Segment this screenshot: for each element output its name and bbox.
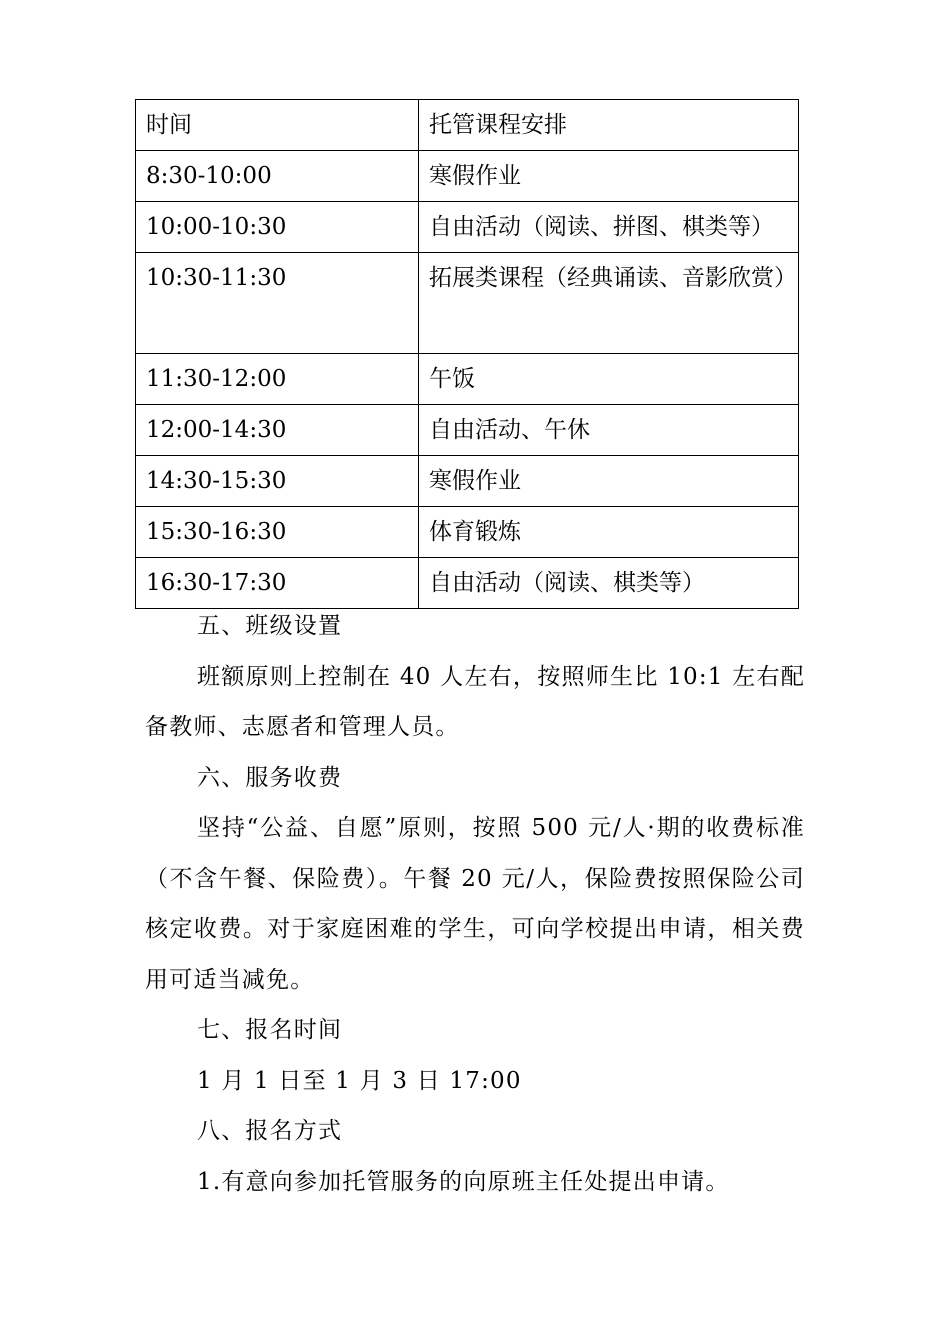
table-row bbox=[136, 405, 799, 456]
class-setting-paragraph: 班额原则上控制在 40 人左右，按照师生比 10:1 左右配备教师、志愿者和管理人员。 bbox=[145, 663, 805, 740]
table-row bbox=[136, 354, 799, 405]
table-row bbox=[136, 253, 799, 354]
row-time: 16:30-17:30 bbox=[136, 558, 419, 609]
row-time: 12:00-14:30 bbox=[136, 405, 419, 456]
table-row bbox=[136, 202, 799, 253]
class-setting-heading: 五、班级设置 bbox=[197, 613, 343, 639]
row-course: 拓展类课程（经典诵读、音影欣赏） bbox=[419, 253, 799, 354]
signup-method-heading: 八、报名方式 bbox=[197, 1118, 343, 1144]
row-course: 寒假作业 bbox=[419, 456, 799, 507]
row-time: 15:30-16:30 bbox=[136, 507, 419, 558]
table-row bbox=[136, 151, 799, 202]
row-course: 自由活动、午休 bbox=[419, 405, 799, 456]
signup-method-item: 1.有意向参加托管服务的向原班主任处提出申请。 bbox=[197, 1168, 730, 1195]
signup-time-paragraph: 1 月 1 日至 1 月 3 日 17:00 bbox=[197, 1067, 522, 1094]
row-course: 自由活动（阅读、拼图、棋类等） bbox=[419, 202, 799, 253]
header-course: 托管课程安排 bbox=[419, 100, 799, 151]
table-row bbox=[136, 507, 799, 558]
row-time: 10:00-10:30 bbox=[136, 202, 419, 253]
fee-heading: 六、服务收费 bbox=[197, 764, 343, 791]
row-course: 自由活动（阅读、棋类等） bbox=[419, 558, 799, 609]
row-time: 11:30-12:00 bbox=[136, 354, 419, 405]
body-text bbox=[145, 601, 805, 1207]
fee-paragraph: 坚持“公益、自愿”原则，按照 500 元/人·期的收费标准（不含午餐、保险费）。午餐 20 元/人，保险费按照保险公司核定收费。对于家庭困难的学生，可向学校提出申请，相关费用可适当减免。 bbox=[145, 815, 805, 993]
row-course: 午饭 bbox=[419, 354, 799, 405]
row-time: 8:30-10:00 bbox=[136, 151, 419, 202]
schedule-table bbox=[135, 99, 799, 609]
table-header-row bbox=[136, 100, 799, 151]
row-course: 体育锻炼 bbox=[419, 507, 799, 558]
table-row bbox=[136, 456, 799, 507]
signup-time-heading: 七、报名时间 bbox=[197, 1017, 343, 1043]
header-time: 时间 bbox=[136, 100, 419, 151]
row-course: 寒假作业 bbox=[419, 151, 799, 202]
row-time: 14:30-15:30 bbox=[136, 456, 419, 507]
row-time: 10:30-11:30 bbox=[136, 253, 419, 354]
